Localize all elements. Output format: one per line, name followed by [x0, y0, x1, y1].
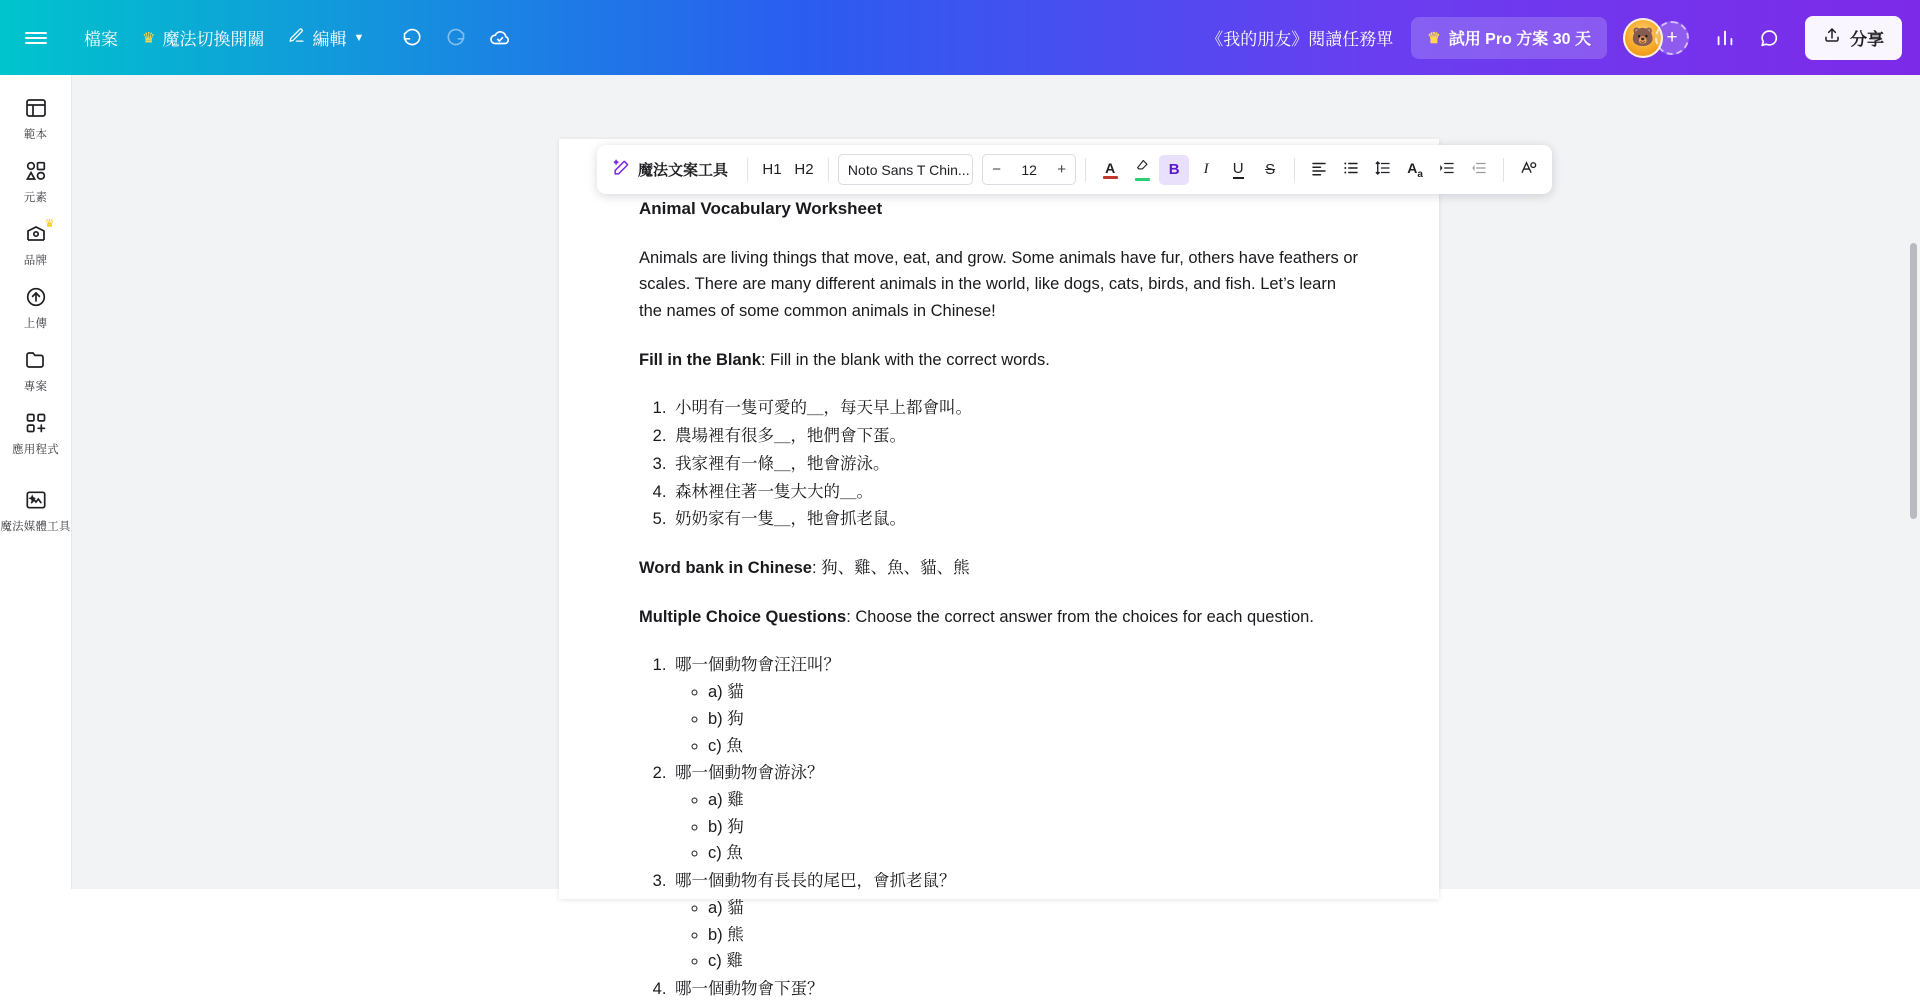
font-family-value: Noto Sans T Chin... — [847, 161, 970, 178]
sidebar-item-magic-media[interactable] — [0, 477, 72, 540]
avatar-group — [1623, 18, 1689, 58]
mcq-instruction: : Choose the correct answer from the choices for each question. — [846, 607, 1314, 626]
sidebar-item-projects-label: 專案 — [23, 381, 48, 393]
mcq-choices — [675, 679, 1359, 759]
canvas-area — [72, 75, 1920, 999]
list-item: 4. 森林裡住著一隻大大的＿。 — [671, 479, 1359, 506]
font-size-decrease-label: − — [992, 161, 1002, 178]
font-size-increase-label: + — [1057, 161, 1067, 178]
underline-button[interactable] — [1223, 155, 1253, 185]
share-button[interactable] — [1805, 16, 1902, 60]
hamburger-icon[interactable] — [0, 0, 72, 75]
list-item — [671, 652, 1359, 759]
menu-edit-label: 編輯 — [312, 30, 347, 49]
bold-button[interactable] — [1159, 155, 1189, 185]
intro-paragraph: Animals are living things that move, eat, and grow. Some animals have fur, others have feathers or scales. There are many different animals in the world, like dogs, cats, birds, and fish. Let’s learn the names of some common animals in Chinese! — [639, 248, 1359, 320]
menu-edit[interactable] — [276, 18, 376, 58]
magic-media-icon — [23, 487, 49, 513]
sidebar-item-brand[interactable] — [0, 211, 72, 274]
crown-icon: ♛ — [44, 218, 55, 230]
divider — [1294, 158, 1295, 182]
underline-label: U — [1232, 159, 1244, 177]
bullet-list-button[interactable] — [1336, 155, 1366, 185]
left-sidebar — [0, 75, 72, 889]
divider — [747, 158, 748, 182]
elements-icon — [23, 158, 49, 184]
list-item: ◦ a) 貓 — [708, 679, 1359, 706]
italic-button[interactable] — [1191, 155, 1221, 185]
fill-in-blank-list — [639, 395, 1359, 533]
upload-icon — [23, 284, 49, 310]
magic-write-button[interactable] — [606, 153, 738, 187]
cloud-check-icon[interactable] — [478, 16, 522, 60]
list-item: ◦ b) 狗 — [708, 814, 1359, 841]
folder-icon — [23, 347, 49, 373]
crown-icon: ♛ — [1427, 29, 1441, 47]
sidebar-item-apps[interactable] — [0, 400, 72, 463]
mcq-question: 哪一個動物有長長的尾巴，會抓老鼠？ — [675, 872, 956, 891]
align-left-icon — [1310, 159, 1328, 181]
try-pro-label: 試用 Pro 方案 30 天 — [1448, 31, 1591, 48]
divider — [1503, 158, 1504, 182]
bullet-list-icon — [1342, 159, 1360, 181]
share-upload-icon — [1823, 26, 1841, 49]
top-bar — [0, 0, 1920, 75]
font-size-input[interactable]: 12 — [1021, 161, 1037, 178]
highlight-button[interactable] — [1127, 155, 1157, 185]
sidebar-item-elements[interactable] — [0, 148, 72, 211]
sidebar-item-uploads-label: 上傳 — [23, 318, 48, 330]
font-size-increase-button[interactable] — [1048, 155, 1075, 184]
indent-decrease-button[interactable] — [1464, 155, 1494, 185]
share-label: 分享 — [1850, 30, 1884, 49]
indent-decrease-icon — [1470, 159, 1488, 181]
text-color-icon: A — [1105, 159, 1116, 176]
strikethrough-label: S — [1265, 161, 1276, 178]
mcq-list — [639, 652, 1359, 1002]
mcq-choices — [675, 895, 1359, 975]
sidebar-item-projects[interactable] — [0, 337, 72, 400]
page-title: Animal Vocabulary Worksheet — [639, 199, 883, 218]
pen-icon — [288, 27, 305, 49]
add-people-button[interactable] — [1655, 21, 1689, 55]
heading1-button[interactable] — [757, 155, 787, 185]
highlighter-icon — [1134, 158, 1150, 177]
heading2-button[interactable] — [789, 155, 819, 185]
word-bank-label: Word bank in Chinese — [639, 559, 812, 577]
bold-label: B — [1168, 161, 1180, 178]
apps-grid-icon — [23, 410, 49, 436]
mcq-question: 哪一個動物會汪汪叫？ — [675, 656, 840, 675]
redo-button[interactable] — [434, 16, 478, 60]
sidebar-item-templates[interactable] — [0, 85, 72, 148]
document-page[interactable] — [559, 139, 1439, 999]
add-people-label: + — [1666, 26, 1678, 48]
magic-write-label: 魔法文案工具 — [638, 162, 729, 179]
text-color-swatch — [1103, 176, 1118, 179]
sidebar-item-magic-media-label: 魔法媒體工具 — [0, 521, 71, 533]
undo-button[interactable] — [390, 16, 434, 60]
list-item: 5. 奶奶家有一隻＿，牠會抓老鼠。 — [671, 506, 1359, 533]
text-case-button[interactable] — [1400, 155, 1430, 185]
text-color-button[interactable] — [1095, 155, 1125, 185]
list-item — [671, 760, 1359, 867]
list-item: ◦ b) 熊 — [708, 922, 1359, 949]
font-size-stepper — [982, 154, 1076, 185]
font-size-decrease-button[interactable] — [983, 155, 1010, 184]
text-effects-icon — [1519, 158, 1538, 181]
strikethrough-button[interactable] — [1255, 155, 1285, 185]
sidebar-item-templates-label: 範本 — [23, 129, 48, 141]
fill-in-blank-label: Fill in the Blank — [639, 350, 761, 369]
mcq-choices — [675, 787, 1359, 867]
sidebar-item-apps-label: 應用程式 — [12, 444, 59, 456]
list-item: ◦ a) 雞 — [708, 787, 1359, 814]
line-spacing-icon — [1374, 159, 1392, 181]
align-button[interactable] — [1304, 155, 1334, 185]
bar-chart-icon[interactable] — [1703, 16, 1747, 60]
menu-magic-switch[interactable] — [130, 18, 276, 58]
list-item: ◦ c) 雞 — [708, 948, 1359, 975]
heading1-label: H1 — [762, 161, 782, 178]
list-item: ◦ a) 貓 — [708, 895, 1359, 922]
mcq-question: 哪一個動物會游泳？ — [675, 764, 824, 783]
menu-file[interactable] — [72, 18, 130, 58]
text-case-icon: $A_a$ — [1407, 159, 1423, 180]
menu-file-label: 檔案 — [84, 30, 118, 49]
word-bank-line — [639, 555, 1359, 582]
template-icon — [23, 95, 49, 121]
list-item: 1. 小明有一隻可愛的＿，每天早上都會叫。 — [671, 395, 1359, 422]
fill-in-blank-heading — [639, 347, 1359, 374]
menu-magic-switch-label: 魔法切換開關 — [162, 30, 265, 49]
list-item: ◦ c) 魚 — [708, 733, 1359, 760]
sidebar-item-uploads[interactable] — [0, 274, 72, 337]
document-title[interactable]: 《我的朋友》閱讀任務單 — [1206, 30, 1394, 49]
magic-wand-icon — [612, 158, 631, 181]
word-bank-value: : 狗、雞、魚、貓、熊 — [811, 559, 970, 577]
italic-label: I — [1203, 161, 1209, 177]
text-effects-button[interactable] — [1513, 155, 1543, 185]
list-item: 2. 農場裡有很多＿，牠們會下蛋。 — [671, 423, 1359, 450]
indent-increase-icon — [1438, 159, 1456, 181]
text-format-toolbar — [597, 145, 1552, 194]
fill-in-blank-instruction: : Fill in the blank with the correct words. — [760, 350, 1050, 369]
heading2-label: H2 — [794, 161, 814, 178]
list-item: ◦ b) 狗 — [708, 706, 1359, 733]
indent-increase-button[interactable] — [1432, 155, 1462, 185]
crown-icon: ♛ — [142, 29, 156, 47]
sidebar-item-elements-label: 元素 — [23, 192, 48, 204]
try-pro-button[interactable] — [1411, 17, 1607, 59]
highlight-color-swatch — [1135, 178, 1150, 181]
list-item — [671, 868, 1359, 975]
list-item: ◦ c) 魚 — [708, 840, 1359, 867]
mcq-question: 哪一個動物會下蛋？ — [675, 980, 824, 999]
avatar-emoji: 🐻 — [1631, 27, 1655, 47]
mcq-heading — [639, 604, 1359, 631]
line-spacing-button[interactable] — [1368, 155, 1398, 185]
speech-bubble-icon[interactable] — [1747, 16, 1791, 60]
sidebar-item-brand-label: 品牌 — [23, 255, 48, 267]
font-family-select[interactable] — [838, 154, 973, 185]
divider — [828, 158, 829, 182]
list-item: 3. 我家裡有一條＿，牠會游泳。 — [671, 451, 1359, 478]
mcq-label: Multiple Choice Questions — [639, 607, 847, 626]
divider — [1085, 158, 1086, 182]
list-item — [671, 976, 1359, 1003]
chevron-down-icon: ▼ — [353, 31, 365, 44]
vertical-scrollbar[interactable] — [1910, 243, 1917, 519]
